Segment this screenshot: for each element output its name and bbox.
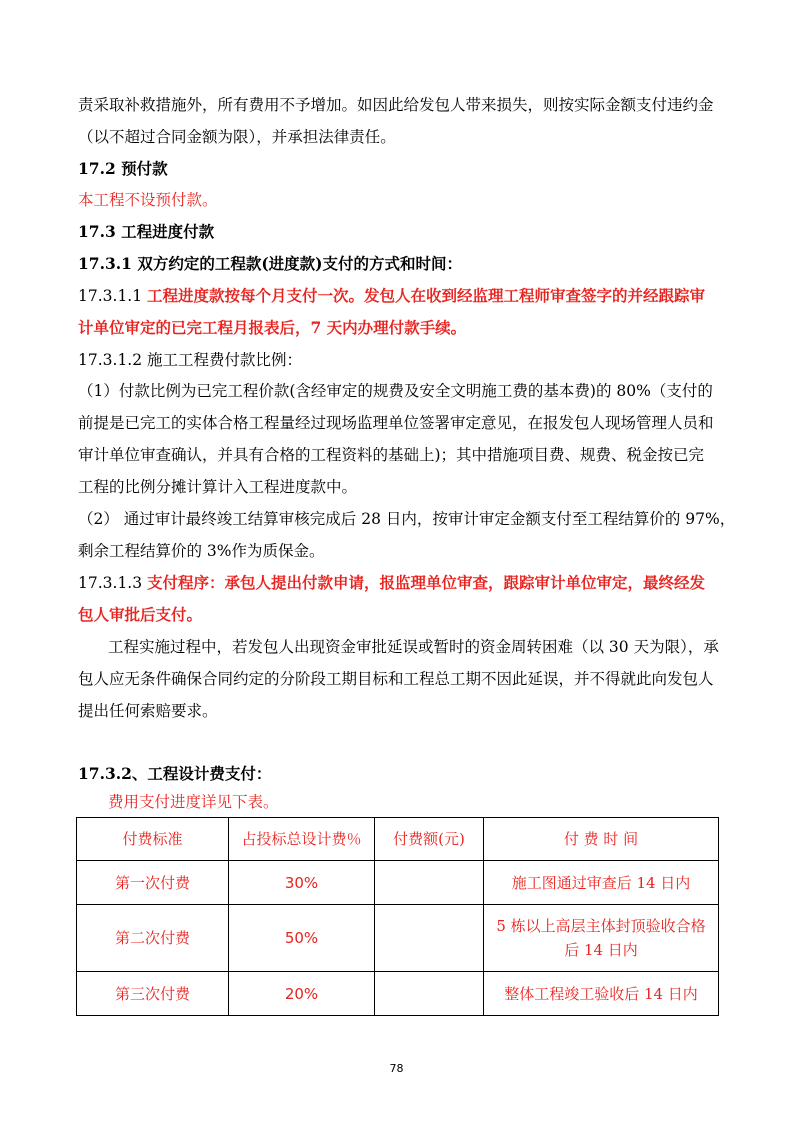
item-1-line: （1）付款比例为已完工程价款(含经审定的规费及安全文明施工费的基本费)的 80%（支付的 bbox=[78, 382, 713, 400]
clause-text-cont: 计单位审定的已完工程月报表后，7 天内办理付款手续。 bbox=[78, 318, 467, 337]
clause-17-3-1-1 bbox=[78, 286, 718, 306]
stage-cell: 第一次付费 bbox=[77, 861, 229, 905]
item-1-line: 前提是已完工的实体合格工程量经过现场监理单位签署审定意见，在报发包人现场管理人员和 bbox=[78, 414, 714, 432]
clause-text: 支付程序：承包人提出付款申请，报监理单位审查，跟踪审计单位审定，最终经发 bbox=[147, 573, 706, 592]
time-cell: 施工图通过审查后 14 日内 bbox=[484, 861, 719, 905]
clause-text: 工程进度款按每个月支付一次。发包人在收到经监理工程师审查签字的并经跟踪审 bbox=[147, 286, 706, 305]
time-cell-line: 后 14 日内 bbox=[564, 941, 638, 959]
section-heading-17-2: 17.2 预付款 bbox=[78, 159, 168, 178]
table-header-row bbox=[77, 818, 719, 861]
percent-cell: 50% bbox=[229, 905, 375, 972]
item-2-line: 剩余工程结算价的 3%作为质保金。 bbox=[78, 542, 325, 560]
table-row bbox=[77, 905, 719, 972]
body-paragraph-line: 提出任何索赔要求。 bbox=[78, 702, 218, 720]
item-1-line: 工程的比例分摊计算计入工程进度款中。 bbox=[78, 478, 358, 496]
subsection-heading-17-3-2: 17.3.2、工程设计费支付： bbox=[78, 764, 272, 783]
header-cell: 占投标总设计费％ bbox=[229, 818, 375, 861]
time-cell bbox=[484, 905, 719, 972]
paragraph-line: （以不超过合同金额为限），并承担法律责任。 bbox=[78, 128, 396, 146]
section-text-17-2: 本工程不设预付款。 bbox=[78, 191, 218, 209]
header-cell: 付 费 时 间 bbox=[484, 818, 719, 861]
table-intro: 费用支付进度详见下表。 bbox=[108, 793, 279, 811]
percent-cell: 20% bbox=[229, 972, 375, 1016]
header-cell: 付费标准 bbox=[77, 818, 229, 861]
stage-cell: 第二次付费 bbox=[77, 905, 229, 972]
clause-text-cont: 包人审批后支付。 bbox=[78, 605, 203, 624]
clause-number: 17.3.1.3 bbox=[78, 574, 143, 592]
table-row bbox=[77, 861, 719, 905]
amount-cell bbox=[375, 861, 484, 905]
amount-cell bbox=[375, 905, 484, 972]
paragraph-line: 责采取补救措施外，所有费用不予增加。如因此给发包人带来损失，则按实际金额支付违约金 bbox=[78, 96, 714, 114]
clause-17-3-1-3 bbox=[78, 573, 718, 593]
time-cell: 整体工程竣工验收后 14 日内 bbox=[484, 972, 719, 1016]
time-cell-line: 5 栋以上高层主体封顶验收合格 bbox=[496, 917, 706, 935]
clause-number: 17.3.1.1 bbox=[78, 287, 143, 305]
item-1-line: 审计单位审查确认，并具有合格的工程资料的基础上)；其中措施项目费、规费、税金按已完 bbox=[78, 446, 705, 464]
table-row bbox=[77, 972, 719, 1016]
body-paragraph-line: 包人应无条件确保合同约定的分阶段工期目标和工程总工期不因此延误，并不得就此向发包人 bbox=[78, 670, 714, 688]
page-number: 78 bbox=[389, 1062, 404, 1075]
section-heading-17-3: 17.3 工程进度付款 bbox=[78, 222, 215, 241]
amount-cell bbox=[375, 972, 484, 1016]
subsection-heading-17-3-1: 17.3.1 双方约定的工程款(进度款)支付的方式和时间： bbox=[78, 254, 462, 273]
stage-cell: 第三次付费 bbox=[77, 972, 229, 1016]
item-2-line: （2） 通过审计最终竣工结算审核完成后 28 日内，按审计审定金额支付至工程结算价的 97%， bbox=[78, 510, 736, 528]
design-fee-payment-table bbox=[76, 817, 719, 1016]
percent-cell: 30% bbox=[229, 861, 375, 905]
body-paragraph-line: 工程实施过程中，若发包人出现资金审批延误或暂时的资金周转困难（以 30 天为限），承 bbox=[108, 638, 719, 656]
clause-17-3-1-2: 17.3.1.2 施工工程费付款比例： bbox=[78, 351, 303, 369]
header-cell: 付费额(元) bbox=[375, 818, 484, 861]
